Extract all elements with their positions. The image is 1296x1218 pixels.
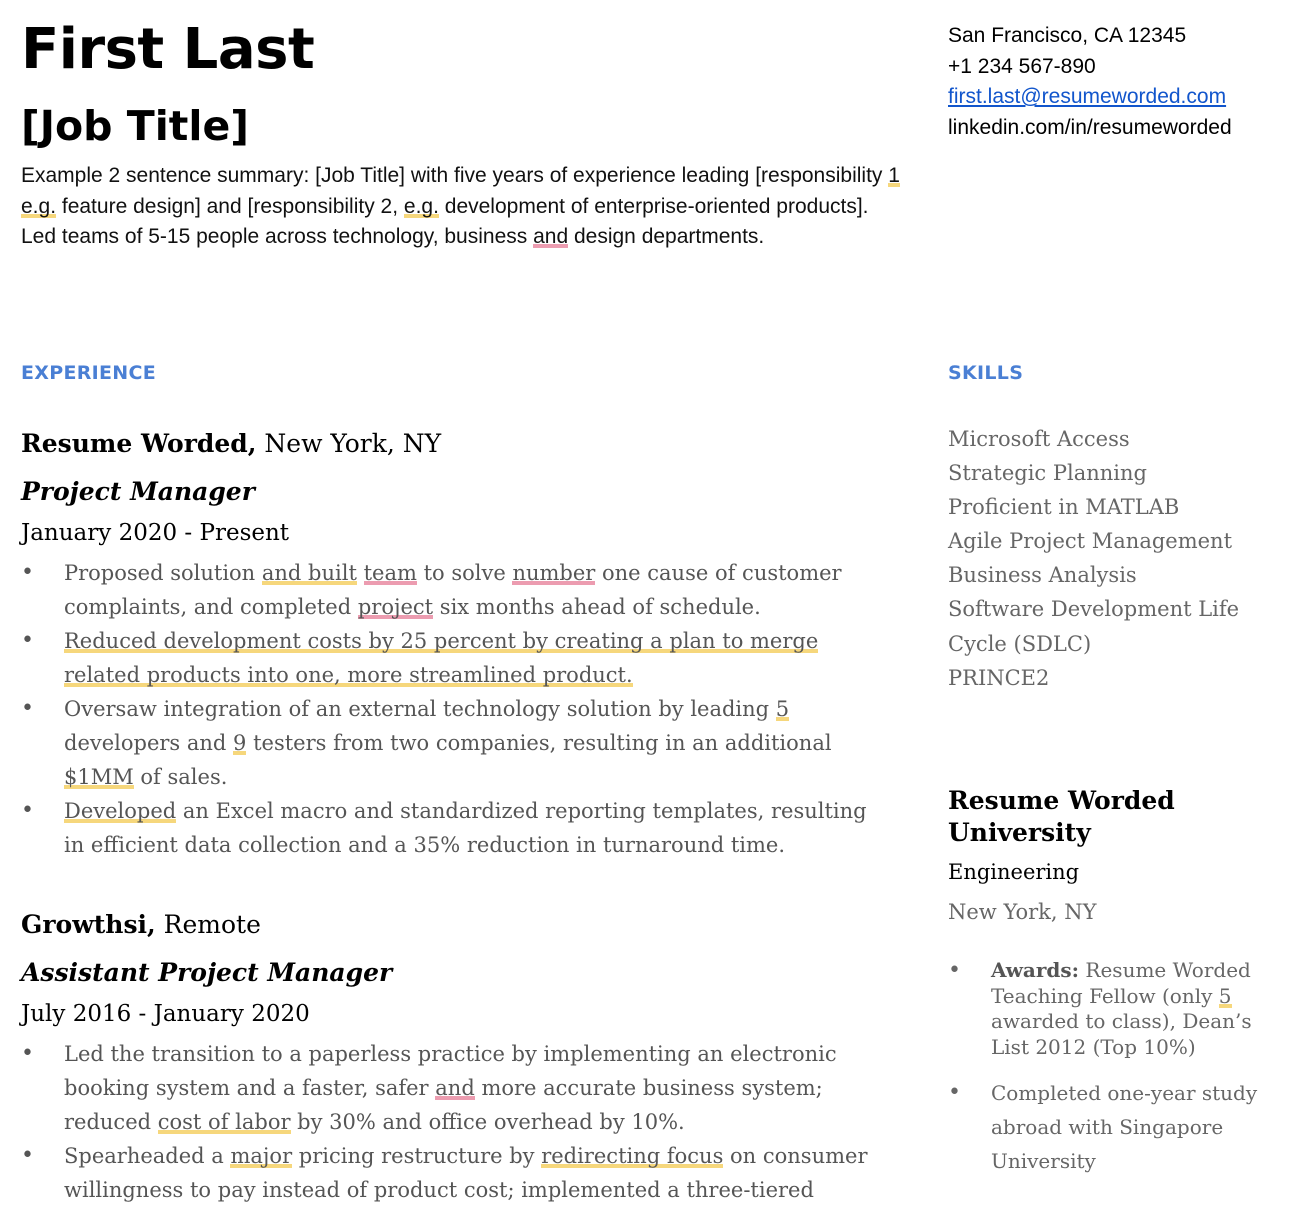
job-role: Assistant Project Manager bbox=[21, 958, 393, 987]
job-bullets bbox=[21, 556, 881, 862]
skills-list bbox=[948, 422, 1248, 695]
skill-item: Microsoft Access bbox=[948, 427, 1130, 451]
school-name: Resume Worded University bbox=[948, 786, 1175, 847]
list-item: • Oversaw integration of an external technology solution by leading 5 developers and 9 testers from two companies, resulting in an additional $1MM of sales. bbox=[21, 692, 881, 794]
job-entry bbox=[21, 906, 881, 1207]
skill-item: PRINCE2 bbox=[948, 665, 1050, 690]
job-title: [Job Title] bbox=[21, 102, 250, 150]
contact-email-link[interactable]: first.last@resumeworded.com bbox=[948, 85, 1227, 109]
education-bullets bbox=[948, 958, 1268, 1178]
contact-block bbox=[948, 21, 1232, 143]
list-item: • Reduced development costs by 25 percent by creating a plan to merge related products into one, more streamlined product. bbox=[21, 624, 881, 692]
list-item: • Completed one-year study abroad with Singapore University bbox=[948, 1076, 1268, 1178]
job-dates: July 2016 - January 2020 bbox=[21, 1001, 310, 1027]
list-item: • Developed an Excel macro and standardized reporting templates, resulting in efficient data collection and a 35% reduction in turnaround time. bbox=[21, 794, 881, 862]
summary: Example 2 sentence summary: [Job Title] with five years of experience leading [responsibility 1 e.g. feature design] and [responsibility 2, e.g. development of enterprise-oriented products]. Led teams of 5-15 people across technology, business and design departments. bbox=[21, 164, 900, 249]
list-item: • Proposed solution and built team to solve number one cause of customer complaints, and completed project six months ahead of schedule. bbox=[21, 556, 881, 624]
list-item: • Led the transition to a paperless practice by implementing an electronic booking system and a faster, safer and more accurate business system; reduced cost of labor by 30% and office overhead by 10%. bbox=[21, 1037, 881, 1139]
contact-location: San Francisco, CA 12345 bbox=[948, 24, 1187, 47]
list-item: • Awards: Resume Worded Teaching Fellow (only 5 awarded to class), Dean’s List 2012 (Top 10%) bbox=[948, 958, 1268, 1060]
candidate-name: First Last bbox=[21, 17, 315, 82]
job-dates: January 2020 - Present bbox=[21, 520, 290, 546]
job-role: Project Manager bbox=[21, 477, 255, 506]
skill-item: Strategic Planning bbox=[948, 461, 1147, 486]
company-line: Growthsi, Remote bbox=[21, 910, 261, 939]
degree: Engineering bbox=[948, 860, 1080, 884]
skill-item: Business Analysis bbox=[948, 563, 1137, 588]
contact-linkedin: linkedin.com/in/resumeworded bbox=[948, 115, 1232, 139]
school-location: New York, NY bbox=[948, 900, 1097, 924]
experience-heading: EXPERIENCE bbox=[21, 362, 157, 384]
job-bullets bbox=[21, 1037, 881, 1207]
company-line: Resume Worded, New York, NY bbox=[21, 429, 442, 458]
job-entry bbox=[21, 425, 881, 862]
skill-item: Software Development Life Cycle (SDLC) bbox=[948, 597, 1240, 656]
skills-heading: SKILLS bbox=[948, 362, 1024, 384]
skill-item: Agile Project Management bbox=[948, 529, 1233, 554]
list-item: • Spearheaded a major pricing restructure by redirecting focus on consumer willingness to pay instead of product cost; implemented a three-tiered bbox=[21, 1139, 881, 1207]
contact-phone: +1 234 567-890 bbox=[948, 54, 1096, 78]
skill-item: Proficient in MATLAB bbox=[948, 495, 1180, 520]
